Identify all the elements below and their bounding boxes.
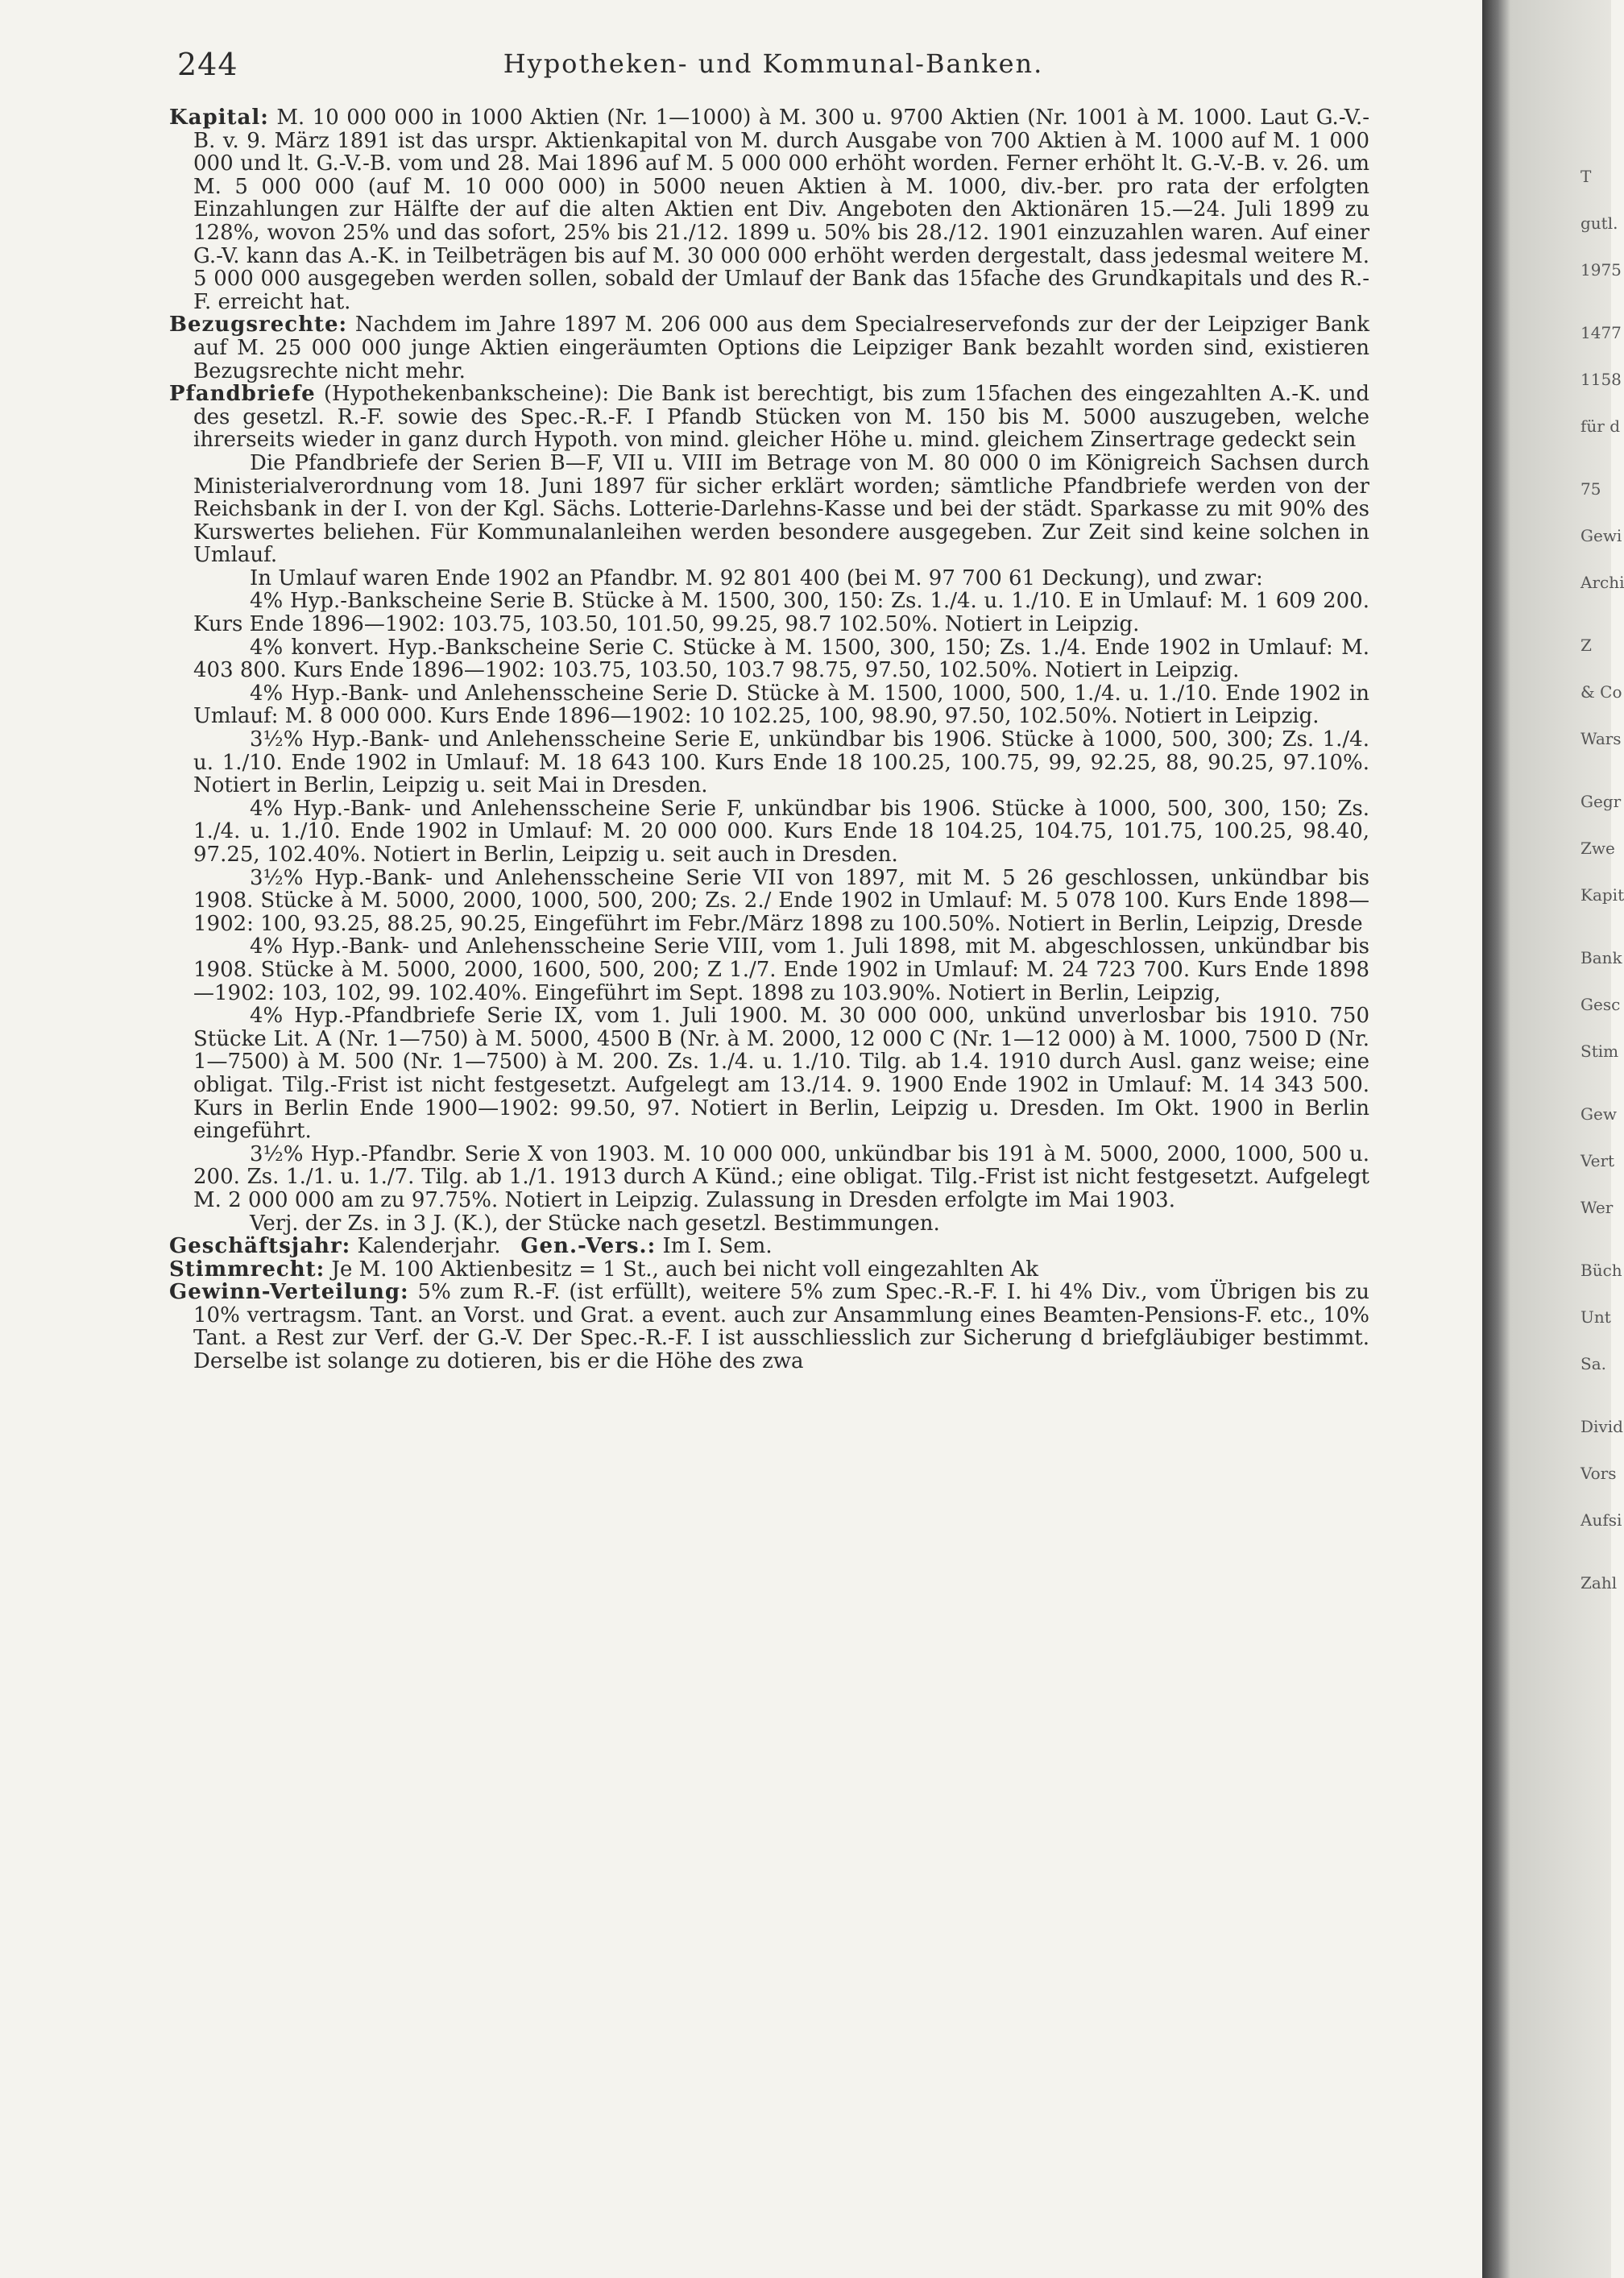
paragraph-serie-ix: 4% Hyp.-Pfandbriefe Serie IX, vom 1. Juli 1900. M. 30 000 000, unkünd unverlosbar bis 1910. 750 Stücke Lit. A (Nr. 1—750) à M. 5000, 4500 B (Nr. à M. 2000, 12 000 C (Nr. 1—12 000) à M. 1000, 7500 D (Nr. 1—7500) à M. 500 (Nr. 1—7500) à M. 200. Zs. 1./4. u. 1./10. Tilg. ab 1.4. 1910 durch Ausl. ganz weise; eine obligat. Tilg.-Frist ist nicht festgesetzt. Aufgelegt am 13./14. 9. 1900 Ende 1902 in Umlauf: M. 14 343 500. Kurs in Berlin Ende 1900—1902: 99.50, 97. Notiert in Berlin, Leipzig u. Dresden. Im Okt. 1900 in Berlin eingeführt. [193,1004,1369,1144]
adjacent-page-fragment: 75 [1580,479,1601,499]
section-text: (Hypothekenbankscheine): Die Bank ist berechtigt, bis zum 15fachen des eingezahlten A.-K. und des gesetzl. R.-F. sowie des Spec.-R.-F. I Pfandb Stücken von M. 150 bis M. 5000 auszugeben, welche ihrerseits wieder in ganz durch Hypoth. von mind. gleicher Höhe u. mind. gleichem Zinsertrage gedeckt sein [193,382,1369,453]
section-label: Kapital: [169,106,269,130]
adjacent-page-fragment: Gewi [1580,526,1622,545]
section-label: Bezugsrechte: [169,313,348,338]
page-number: 244 [177,47,238,82]
adjacent-page-fragment: Gew [1580,1104,1617,1124]
adjacent-page-fragment: Unt [1580,1307,1611,1327]
section-text: Kalenderjahr. [357,1234,501,1259]
section-label: Stimmrecht: [169,1257,325,1282]
section-gewinn-verteilung [169,1281,1369,1373]
section-text: Nachdem im Jahre 1897 M. 206 000 aus dem Specialreservefonds zur der der Leipziger Bank auf M. 25 000 000 junge Aktien eingeräumten Options die Leipziger Bank bezahlt worden sind, existieren Bezugsrechte nicht mehr. [193,313,1369,383]
adjacent-page-fragment: Z [1580,636,1592,655]
adjacent-page-fragment: Archi [1580,573,1624,592]
adjacent-page-fragment: Aufsi [1580,1510,1622,1530]
adjacent-page-fragment: Zahl [1580,1573,1618,1593]
adjacent-page-fragment: Stim [1580,1042,1619,1061]
adjacent-page-fragment: Zwe [1580,839,1615,858]
section-kapital [169,106,1369,313]
paragraph-serie-viii: 4% Hyp.-Bank- und Anlehensscheine Serie VIII, vom 1. Juli 1898, mit M. abgeschlossen, unkündbar bis 1908. Stücke à M. 5000, 2000, 1600, 500, 200; Z 1./7. Ende 1902 in Umlauf: M. 24 723 700. Kurs Ende 1898—1902: 103, 102, 99. 102.40%. Eingeführt im Sept. 1898 zu 103.90%. Notiert in Berlin, Leipzig, [193,934,1369,1005]
adjacent-page-fragment: 1975 [1580,260,1622,280]
section-bezugsrechte [169,313,1369,383]
adjacent-page-fragment: Wer [1580,1198,1614,1217]
section-text: Im I. Sem. [662,1234,773,1259]
paragraph-serie-c: 4% konvert. Hyp.-Bankscheine Serie C. Stücke à M. 1500, 300, 150; Zs. 1./4. Ende 1902 in Umlauf: M. 403 800. Kurs Ende 1896—1902: 103.75, 103.50, 103.7 98.75, 97.50, 102.50%. Notiert in Leipzig. [193,635,1369,683]
adjacent-page-fragment: Vors [1580,1464,1617,1483]
adjacent-page-fragment: 1158 [1580,370,1622,389]
section-label: Gewinn-Verteilung: [169,1280,409,1305]
adjacent-page-fragment: Büch [1580,1261,1622,1280]
adjacent-page-fragment: Wars [1580,729,1622,748]
adjacent-page-fragment: Vert [1580,1151,1615,1170]
page-header [177,47,1369,87]
section-geschaeftsjahr [169,1235,1369,1258]
section-label: Pfandbriefe [169,382,316,407]
document-body [169,106,1369,1373]
adjacent-page-fragment: Sa. [1580,1354,1606,1373]
adjacent-page-fragment: für d [1580,416,1621,436]
section-label: Geschäftsjahr: [169,1234,351,1259]
section-text: Je M. 100 Aktienbesitz = 1 St., auch bei nicht voll eingezahlten Ak [331,1257,1038,1282]
section-text: M. 10 000 000 in 1000 Aktien (Nr. 1—1000) à M. 300 u. 9700 Aktien (Nr. 1001 à M. 1000. Laut G.-V.-B. v. 9. März 1891 ist das urspr. Aktienkapital von M. durch Ausgabe von 700 Aktien à M. 1000 auf M. 1 000 000 und lt. G.-V.-B. vom und 28. Mai 1896 auf M. 5 000 000 erhöht worden. Ferner erhöht lt. G.-V.-B. v. 26. um M. 5 000 000 (auf M. 10 000 000) in 5000 neuen Aktien à M. 1000, div.-ber. pro rata der erfolgten Einzahlungen zur Hälfte der auf die alten Aktien ent Div. Angeboten den Aktionären 15.—24. Juli 1899 zu 128%, wovon 25% und das sofort, 25% bis 21./12. 1899 u. 50% bis 28./12. 1901 einzuzahlen waren. Auf einer G.-V. kann das A.-K. in Teilbeträgen bis auf M. 30 000 000 erhöht werden dergestalt, dass jedesmal weitere M. 5 000 000 ausgegeben werden sollen, sobald der Umlauf der Bank das 15fache des Grundkapitals und des R.-F. erreicht hat. [193,106,1369,314]
paragraph: Die Pfandbriefe der Serien B—F, VII u. VIII im Betrage von M. 80 000 0 im Königreich Sachsen durch Ministerialverordnung vom 18. Juni 1897 für sicher erklärt worden; sämtliche Pfandbriefe werden von der Reichsbank in der I. von der Kgl. Sächs. Lotterie-Darlehns-Kasse und bei der städt. Sparkasse zu mit 90% des Kurswertes beliehen. Für Kommunalanleihen werden besondere ausgegeben. Zur Zeit sind keine solchen in Umlauf. [193,450,1369,568]
paragraph: In Umlauf waren Ende 1902 an Pfandbr. M. 92 801 400 (bei M. 97 700 61 Deckung), und zwar: [250,565,1263,590]
adjacent-page-fragment: gutl. [1580,213,1618,233]
section-label: Gen.-Vers.: [520,1234,657,1259]
paragraph-serie-e: 3½% Hyp.-Bank- und Anlehensscheine Serie E, unkündbar bis 1906. Stücke à 1000, 500, 300; Zs. 1./4. u. 1./10. Ende 1902 in Umlauf: M. 18 643 100. Kurs Ende 18 100.25, 100.75, 99, 92.25, 88, 90.25, 97.10%. Notiert in Berlin, Leipzig u. seit Mai in Dresden. [193,727,1369,798]
adjacent-page-fragments [1580,129,1624,1598]
paragraph-verjaehrung: Verj. der Zs. in 3 J. (K.), der Stücke nach gesetzl. Bestimmungen. [250,1211,940,1236]
adjacent-page-fragment: 1477 [1580,323,1622,342]
section-text: 5% zum R.-F. (ist erfüllt), weitere 5% zum Spec.-R.-F. I. hi 4% Div., vom Übrigen bis zu 10% vertragsm. Tant. an Vorst. und Grat. a event. auch zur Ansammlung eines Beamten-Pensions-F. etc., 10% Tant. a Rest zur Verf. der G.-V. Der Spec.-R.-F. I ist ausschliesslich zur Sicherung d briefgläubiger bestimmt. Derselbe ist solange zu dotieren, bis er die Höhe des zwa [193,1280,1370,1374]
paragraph-serie-f: 4% Hyp.-Bank- und Anlehensscheine Serie F, unkündbar bis 1906. Stücke à 1000, 500, 300, 150; Zs. 1./4. u. 1./10. Ende 1902 in Umlauf: M. 20 000 000. Kurs Ende 18 104.25, 104.75, 101.75, 100.25, 98.40, 97.25, 102.40%. Notiert in Berlin, Leipzig u. seit auch in Dresden. [193,796,1369,867]
paragraph-serie-b: 4% Hyp.-Bankscheine Serie B. Stücke à M. 1500, 300, 150: Zs. 1./4. u. 1./10. E in Umlauf: M. 1 609 200. Kurs Ende 1896—1902: 103.75, 103.50, 101.50, 99.25, 98.7 102.50%. Notiert in Leipzig. [193,589,1369,637]
adjacent-page-fragment: Gegr [1580,792,1622,811]
adjacent-page-fragment: Gesc [1580,995,1621,1014]
adjacent-page-fragment: Kapit [1580,885,1624,905]
section-pfandbriefe [169,383,1369,452]
running-title: Hypotheken- und Kommunal-Banken. [503,48,1044,79]
adjacent-page-fragment: T [1580,167,1592,186]
section-stimmrecht [169,1258,1369,1282]
paragraph-serie-vii: 3½% Hyp.-Bank- und Anlehensscheine Serie VII von 1897, mit M. 5 26 geschlossen, unkündbar bis 1908. Stücke à M. 5000, 2000, 1000, 500, 200; Zs. 2./ Ende 1902 in Umlauf: M. 5 078 100. Kurs Ende 1898—1902: 100, 93.25, 88.25, 90.25, Eingeführt im Febr./März 1898 zu 100.50%. Notiert in Berlin, Leipzig, Dresde [193,865,1369,936]
adjacent-page-fragment: Divid [1580,1417,1623,1436]
paragraph-serie-d: 4% Hyp.-Bank- und Anlehensscheine Serie D. Stücke à M. 1500, 1000, 500, 1./4. u. 1./10. Ende 1902 in Umlauf: M. 8 000 000. Kurs Ende 1896—1902: 10 102.25, 100, 98.90, 97.50, 102.50%. Notiert in Leipzig. [193,681,1369,729]
adjacent-page-fragment: & Co [1580,682,1622,702]
adjacent-page-fragment: Bank [1580,948,1622,967]
paragraph-serie-x: 3½% Hyp.-Pfandbr. Serie X von 1903. M. 10 000 000, unkündbar bis 191 à M. 5000, 2000, 1000, 500 u. 200. Zs. 1./1. u. 1./7. Tilg. ab 1./1. 1913 durch A Künd.; eine obligat. Tilg.-Frist ist nicht festgesetzt. Aufgelegt M. 2 000 000 am zu 97.75%. Notiert in Leipzig. Zulassung in Dresden erfolgte im Mai 1903. [193,1141,1369,1212]
